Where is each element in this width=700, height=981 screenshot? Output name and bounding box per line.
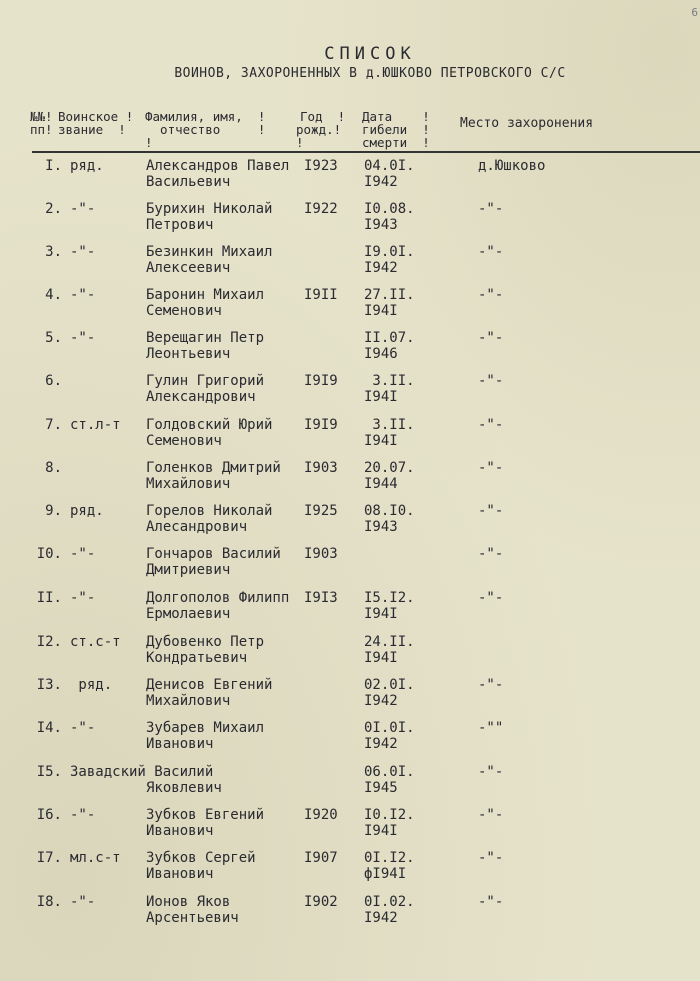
row-date-year: I942	[364, 174, 398, 190]
document-subtitle: ВОИНОВ, ЗАХОРОНЕННЫХ В д.ЮШКОВО ПЕТРОВСКОГО С/С	[174, 66, 566, 81]
row-date-year: I944	[364, 476, 398, 492]
row-date: 04.0I.	[364, 158, 415, 174]
row-date-year: I94I	[364, 433, 398, 449]
row-date: I0.08.	[364, 201, 415, 217]
row-name: Дубовенко Петр	[146, 634, 265, 650]
row-number: 3.	[45, 244, 62, 260]
row-patronymic: Иванович	[146, 866, 214, 882]
row-year: I920	[304, 807, 338, 823]
row-date: I5.I2.	[364, 590, 415, 606]
header-rank-2: звание !	[58, 122, 126, 137]
row-place: -"-	[478, 417, 504, 433]
row-name: Гулин Григорий	[146, 373, 265, 389]
row-date-year: фI94I	[364, 866, 407, 882]
table-row	[0, 460, 700, 500]
row-patronymic: Ермолаевич	[146, 606, 231, 622]
row-place: -""	[478, 720, 504, 736]
corner-mark: 6	[691, 6, 698, 19]
row-name: Голенков Дмитрий	[146, 460, 281, 476]
row-rank: ст.л-т	[70, 417, 121, 433]
row-rank: -"-	[70, 546, 96, 562]
table-row	[0, 330, 700, 370]
row-patronymic: Алесандрович	[146, 519, 248, 535]
header-name-3: !	[145, 135, 153, 150]
row-date: 02.0I.	[364, 677, 415, 693]
row-number: 4.	[45, 287, 62, 303]
table-row	[0, 287, 700, 327]
row-name: Безинкин Михаил	[146, 244, 273, 260]
row-place: -"-	[478, 807, 504, 823]
row-number: 8.	[45, 460, 62, 476]
row-rank: ст.с-т	[70, 634, 121, 650]
row-year: I9I9	[304, 417, 338, 433]
row-patronymic: Иванович	[146, 823, 214, 839]
row-name: Горелов Николай	[146, 503, 273, 519]
row-patronymic: Михайлович	[146, 693, 231, 709]
row-number: II.	[36, 590, 62, 606]
row-patronymic: Семенович	[146, 433, 222, 449]
header-rule	[32, 151, 700, 153]
row-name: Голдовский Юрий	[146, 417, 273, 433]
row-date: 3.II.	[364, 373, 415, 389]
row-place: -"-	[478, 764, 504, 780]
row-rank: -"-	[70, 287, 96, 303]
row-year: I903	[304, 460, 338, 476]
row-year: I922	[304, 201, 338, 217]
row-number: I6.	[36, 807, 62, 823]
row-name: Зубков Сергей	[146, 850, 256, 866]
row-place: -"-	[478, 677, 504, 693]
table-row	[0, 634, 700, 674]
row-date-year: I942	[364, 260, 398, 276]
table-header	[0, 108, 700, 152]
row-date: 08.I0.	[364, 503, 415, 519]
row-place: -"-	[478, 590, 504, 606]
row-place: -"-	[478, 850, 504, 866]
row-date: 3.II.	[364, 417, 415, 433]
row-rank: -"-	[70, 330, 96, 346]
row-place: -"-	[478, 460, 504, 476]
row-date-year: I94I	[364, 606, 398, 622]
row-name: Гончаров Василий	[146, 546, 281, 562]
header-rank: Воинское !	[58, 109, 134, 124]
row-number: 7.	[45, 417, 62, 433]
row-date: 0I.0I.	[364, 720, 415, 736]
row-date-year: I943	[364, 217, 398, 233]
row-number: I8.	[36, 894, 62, 910]
header-num-2: пп!	[30, 122, 53, 137]
row-number: 2.	[45, 201, 62, 217]
row-patronymic: Иванович	[146, 736, 214, 752]
row-patronymic: Петрович	[146, 217, 214, 233]
row-year: I902	[304, 894, 338, 910]
row-name: Зубков Евгений	[146, 807, 265, 823]
row-number: I4.	[36, 720, 62, 736]
row-name: Долгополов Филипп	[146, 590, 290, 606]
row-year: I903	[304, 546, 338, 562]
row-rank: ряд.	[70, 503, 104, 519]
header-date: Дата !	[362, 109, 430, 124]
row-rank: ряд.	[70, 158, 104, 174]
table-row	[0, 850, 700, 890]
table-row	[0, 158, 700, 198]
row-number: I.	[45, 158, 62, 174]
row-date: 0I.02.	[364, 894, 415, 910]
table-row	[0, 764, 700, 804]
row-date: 20.07.	[364, 460, 415, 476]
row-rank: -"-	[70, 201, 96, 217]
header-year-3: !	[296, 135, 304, 150]
row-name: Александров Павел	[146, 158, 290, 174]
row-place: -"-	[478, 373, 504, 389]
row-year: I9I3	[304, 590, 338, 606]
row-patronymic: Алексеевич	[146, 260, 231, 276]
row-place: -"-	[478, 894, 504, 910]
table-row	[0, 894, 700, 934]
row-date: 24.II.	[364, 634, 415, 650]
table-row	[0, 546, 700, 586]
row-rank: -"-	[70, 720, 96, 736]
row-date-year: I94I	[364, 823, 398, 839]
row-date-year: I942	[364, 910, 398, 926]
header-name-2: отчество !	[145, 122, 266, 137]
row-year: I923	[304, 158, 338, 174]
row-rank: мл.с-т	[70, 850, 121, 866]
table-row	[0, 807, 700, 847]
row-rank: ряд.	[70, 677, 113, 693]
table-row	[0, 244, 700, 284]
row-rank: -"-	[70, 590, 96, 606]
row-number: I2.	[36, 634, 62, 650]
row-patronymic: Михайлович	[146, 476, 231, 492]
row-place: -"-	[478, 546, 504, 562]
row-place: -"-	[478, 287, 504, 303]
row-date-year: I94I	[364, 303, 398, 319]
row-rank: -"-	[70, 807, 96, 823]
row-date: 27.II.	[364, 287, 415, 303]
row-rank: -"-	[70, 244, 96, 260]
row-date-year: I945	[364, 780, 398, 796]
row-patronymic: Дмитриевич	[146, 562, 231, 578]
row-year: I925	[304, 503, 338, 519]
row-name: Ионов Яков	[146, 894, 231, 910]
row-place: -"-	[478, 330, 504, 346]
row-number: I7.	[36, 850, 62, 866]
table-row	[0, 590, 700, 630]
table-row	[0, 201, 700, 241]
row-patronymic: Семенович	[146, 303, 222, 319]
row-date: I9.0I.	[364, 244, 415, 260]
row-place: д.Юшково	[478, 158, 546, 174]
row-name: Бурихин Николай	[146, 201, 273, 217]
header-year: Год !	[300, 109, 346, 124]
row-patronymic: Васильевич	[146, 174, 231, 190]
row-name: Денисов Евгений	[146, 677, 273, 693]
row-number: I5.	[36, 764, 62, 780]
table-row	[0, 503, 700, 543]
row-number: 5.	[45, 330, 62, 346]
row-rank: Завадский Василий	[70, 764, 214, 780]
row-date-year: I946	[364, 346, 398, 362]
table-row	[0, 417, 700, 457]
row-place: -"-	[478, 201, 504, 217]
header-year-2: рожд.!	[296, 122, 342, 137]
header-name: Фамилия, имя, !	[145, 109, 266, 124]
row-date-year: I943	[364, 519, 398, 535]
row-place: -"-	[478, 503, 504, 519]
row-name: Зубарев Михаил	[146, 720, 265, 736]
row-date: 06.0I.	[364, 764, 415, 780]
row-patronymic: Яковлевич	[146, 780, 222, 796]
table-row	[0, 373, 700, 413]
row-year: I907	[304, 850, 338, 866]
row-name: Баронин Михаил	[146, 287, 265, 303]
row-number: 9.	[45, 503, 62, 519]
row-patronymic: Леонтьевич	[146, 346, 231, 362]
row-date: 0I.I2.	[364, 850, 415, 866]
table-row	[0, 677, 700, 717]
row-name: Верещагин Петр	[146, 330, 265, 346]
table-row	[0, 720, 700, 760]
row-number: I3.	[36, 677, 62, 693]
row-year: I9I9	[304, 373, 338, 389]
row-patronymic: Арсентьевич	[146, 910, 239, 926]
header-date-3: смерти !	[362, 135, 430, 150]
row-date-year: I942	[364, 736, 398, 752]
document-title: СПИСОК	[324, 44, 416, 64]
row-number: 6.	[45, 373, 62, 389]
row-date: II.07.	[364, 330, 415, 346]
row-year: I9II	[304, 287, 338, 303]
row-date-year: I942	[364, 693, 398, 709]
row-patronymic: Александрович	[146, 389, 256, 405]
row-rank: -"-	[70, 894, 96, 910]
row-patronymic: Кондратьевич	[146, 650, 248, 666]
header-date-2: гибели !	[362, 122, 430, 137]
row-place: -"-	[478, 244, 504, 260]
row-date-year: I94I	[364, 650, 398, 666]
row-date: I0.I2.	[364, 807, 415, 823]
row-date-year: I94I	[364, 389, 398, 405]
header-place: Место захоронения	[460, 116, 594, 131]
header-num: №№!	[30, 109, 53, 124]
row-number: I0.	[36, 546, 62, 562]
